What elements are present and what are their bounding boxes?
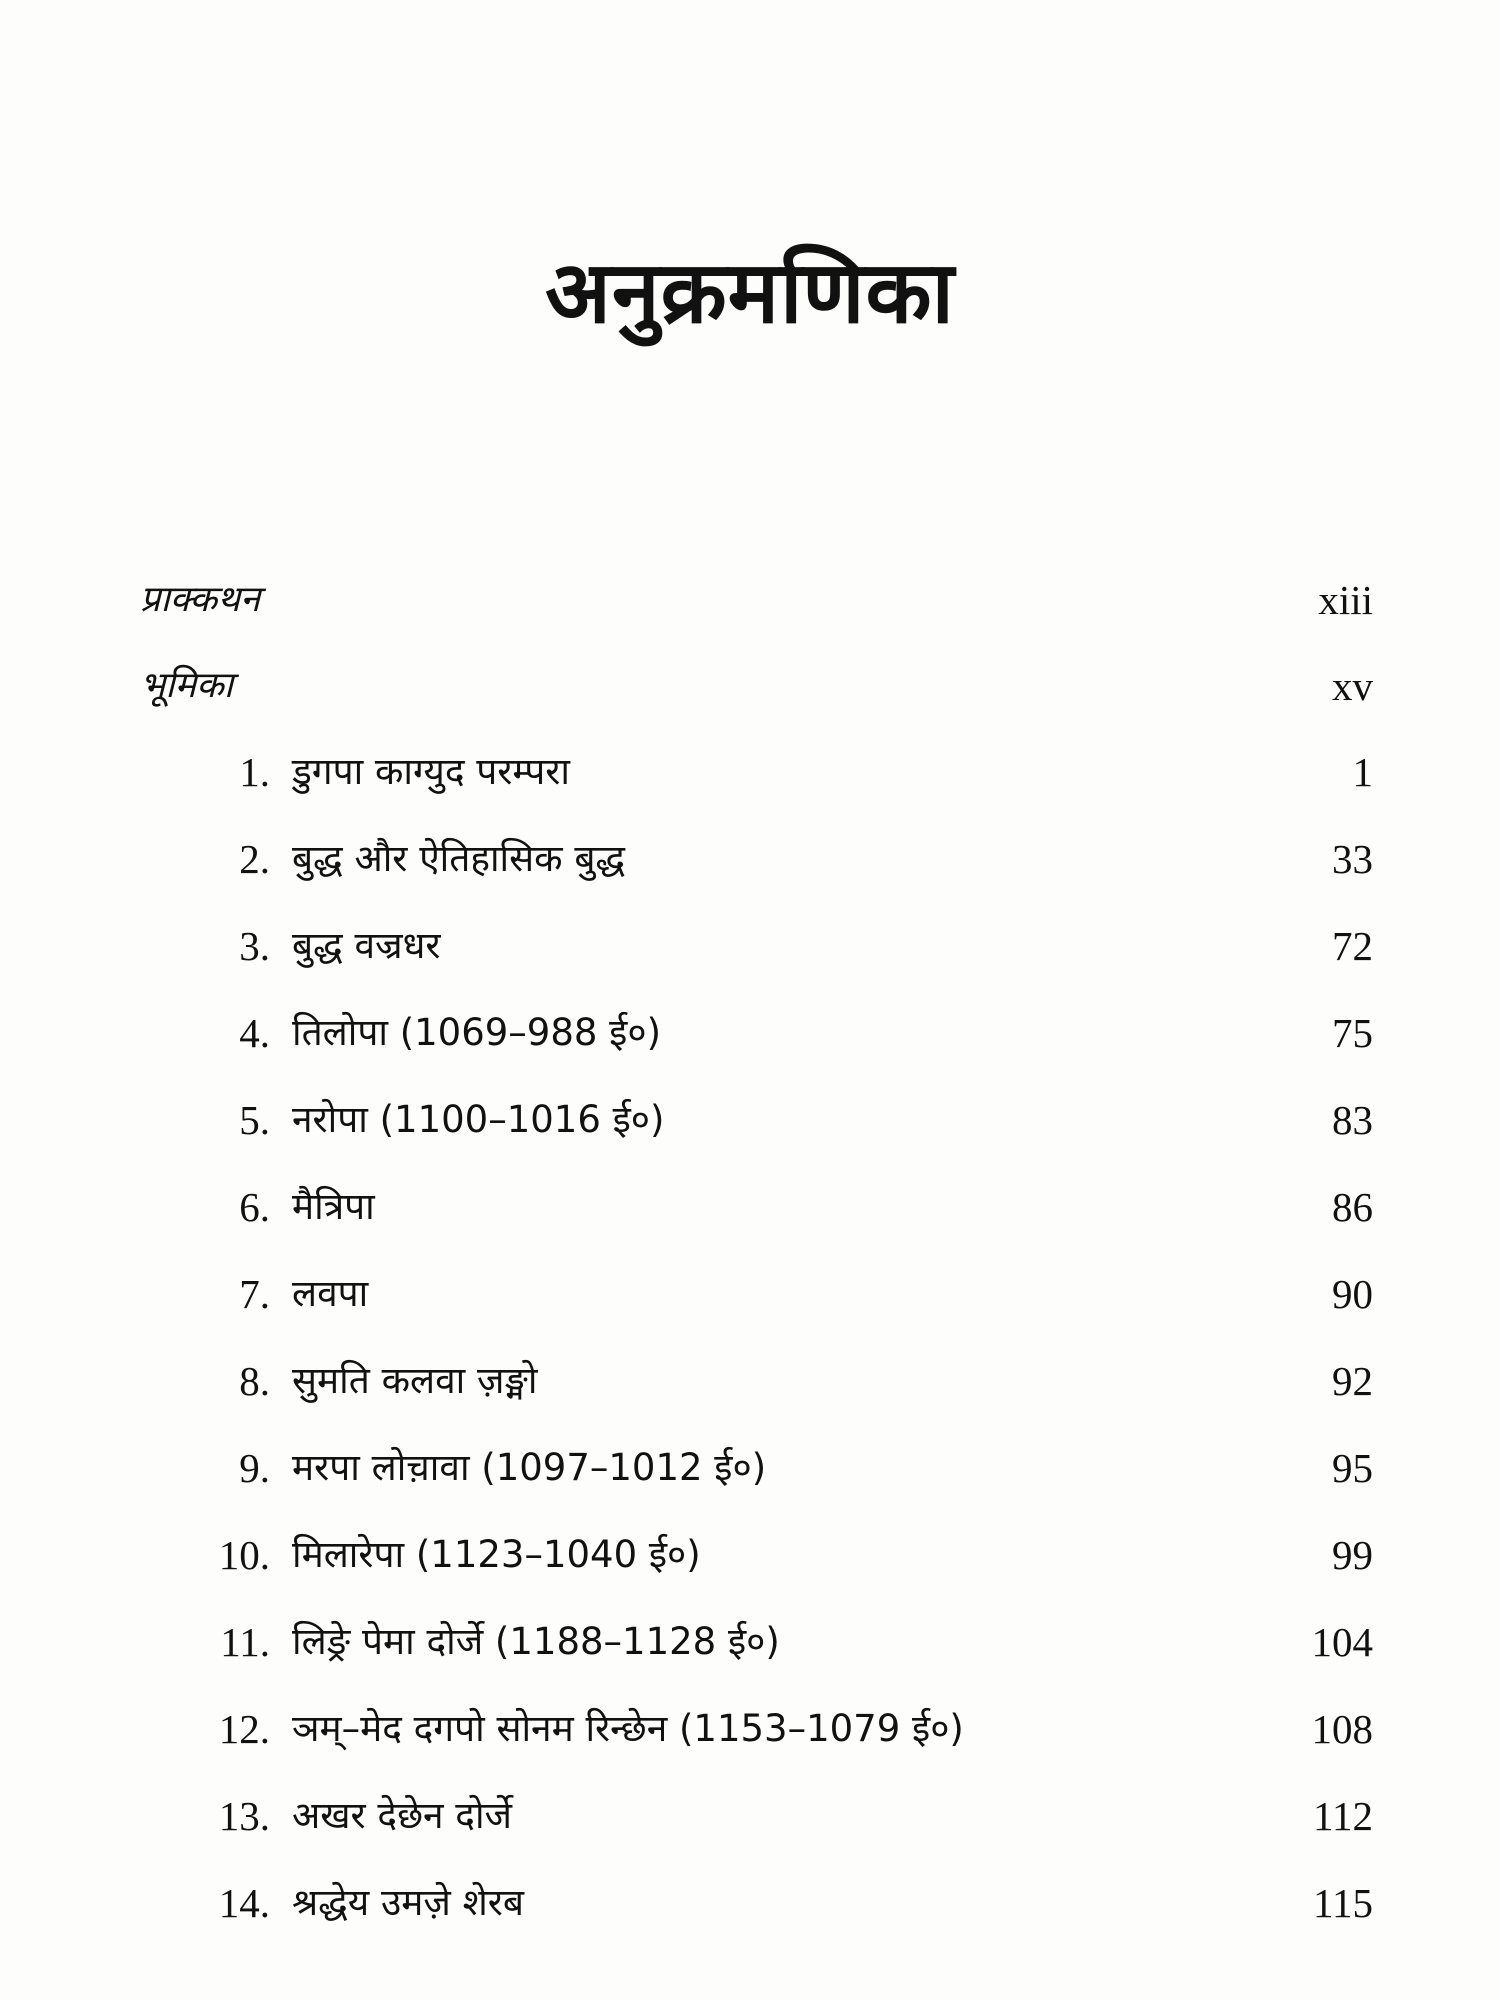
toc-page-number: 92 <box>1332 1358 1373 1404</box>
toc-row-chapter-14 <box>0 1873 1500 1933</box>
page-title: अनुक्रमणिका <box>545 242 955 343</box>
chapter-title: श्रद्धेय उमज़े शेरब <box>292 1881 525 1924</box>
chapter-title: मैत्रिपा <box>292 1185 375 1228</box>
toc-page-number: 75 <box>1332 1010 1373 1056</box>
toc-row-chapter-9 <box>0 1438 1500 1498</box>
chapter-title: बुद्ध और ऐतिहासिक बुद्ध <box>292 837 626 880</box>
chapter-title: लिङ्रे पेमा दोर्जे (1188–1128 ई०) <box>292 1620 780 1663</box>
chapter-number: 5. <box>239 1097 270 1143</box>
chapter-title: नरोपा (1100–1016 ई०) <box>292 1098 665 1141</box>
toc-row-chapter-5 <box>0 1090 1500 1150</box>
chapter-number: 3. <box>239 923 270 969</box>
toc-page-number: 112 <box>1313 1793 1373 1839</box>
toc-page-number: xv <box>1332 663 1373 709</box>
chapter-number: 10. <box>218 1532 270 1578</box>
toc-page-number: 83 <box>1332 1097 1373 1143</box>
toc-page-number: 104 <box>1311 1619 1373 1665</box>
toc-row-introduction <box>0 656 1500 716</box>
toc-page-number: xiii <box>1318 577 1373 623</box>
chapter-title: ञम्–मेद दगपो सोनम रिन्छेन (1153–1079 ई०) <box>292 1707 964 1750</box>
toc-row-chapter-8 <box>0 1351 1500 1411</box>
toc-row-chapter-10 <box>0 1525 1500 1585</box>
toc-row-chapter-12 <box>0 1699 1500 1759</box>
toc-page-number: 72 <box>1332 923 1373 969</box>
chapter-number: 12. <box>218 1706 270 1752</box>
toc-row-chapter-11 <box>0 1612 1500 1672</box>
toc-page-number: 33 <box>1332 836 1373 882</box>
chapter-number: 13. <box>218 1793 270 1839</box>
chapter-number: 11. <box>220 1619 270 1665</box>
toc-row-chapter-3 <box>0 916 1500 976</box>
chapter-number: 2. <box>239 836 270 882</box>
toc-entry-label: भूमिका <box>140 665 234 706</box>
toc-row-chapter-13 <box>0 1786 1500 1846</box>
chapter-title: अखर देछेन दोर्जे <box>292 1794 512 1837</box>
chapter-number: 7. <box>239 1271 270 1317</box>
toc-row-chapter-1 <box>0 742 1500 802</box>
toc-page-number: 1 <box>1352 749 1373 795</box>
toc-page-number: 95 <box>1332 1445 1373 1491</box>
toc-page-number: 86 <box>1332 1184 1373 1230</box>
chapter-number: 4. <box>239 1010 270 1056</box>
chapter-number: 8. <box>239 1358 270 1404</box>
chapter-title: डुगपा काग्युद परम्परा <box>292 750 570 793</box>
toc-row-chapter-6 <box>0 1177 1500 1237</box>
chapter-title: मिलारेपा (1123–1040 ई०) <box>292 1533 701 1576</box>
chapter-number: 14. <box>218 1880 270 1926</box>
chapter-title: बुद्ध वज्रधर <box>292 924 441 967</box>
toc-row-chapter-4 <box>0 1003 1500 1063</box>
chapter-number: 6. <box>239 1184 270 1230</box>
chapter-title: मरपा लोच़ावा (1097–1012 ई०) <box>292 1446 767 1489</box>
toc-page-number: 99 <box>1332 1532 1373 1578</box>
chapter-title: सुमति कलवा ज़ङ्मो <box>292 1359 538 1402</box>
chapter-title: लवपा <box>292 1272 369 1315</box>
toc-row-preface <box>0 570 1500 630</box>
chapter-number: 1. <box>239 749 270 795</box>
chapter-number: 9. <box>239 1445 270 1491</box>
toc-row-chapter-7 <box>0 1264 1500 1324</box>
toc-page-number: 90 <box>1332 1271 1373 1317</box>
toc-row-chapter-2 <box>0 829 1500 889</box>
chapter-title: तिलोपा (1069–988 ई०) <box>292 1011 662 1054</box>
toc-page-number: 115 <box>1313 1880 1373 1926</box>
toc-page-number: 108 <box>1311 1706 1373 1752</box>
toc-entry-label: प्राक्कथन <box>140 579 261 620</box>
